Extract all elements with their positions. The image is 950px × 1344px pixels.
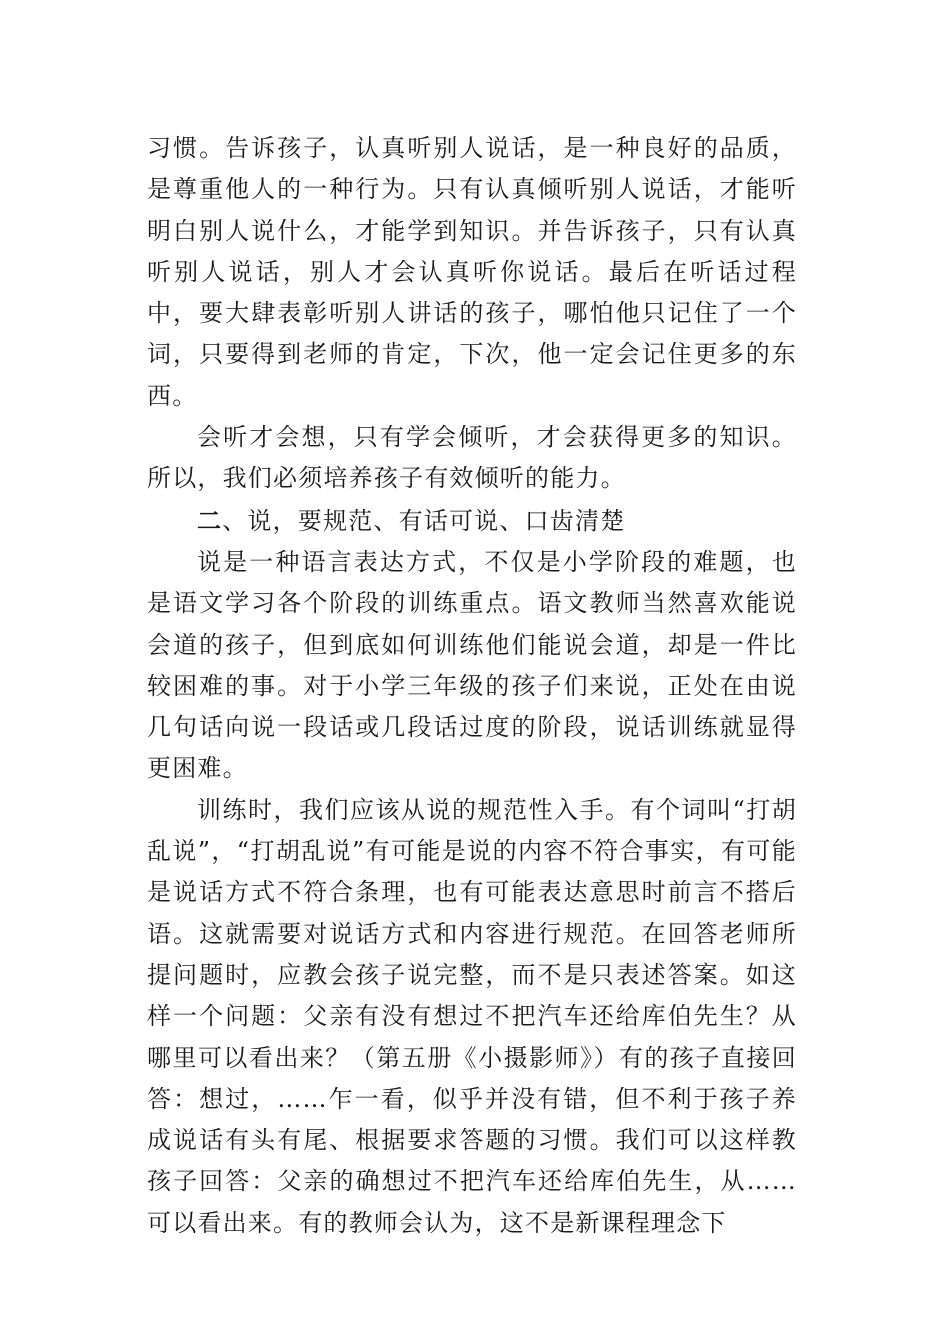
section-heading bbox=[147, 500, 797, 542]
paragraph-1: 习惯。告诉孩子，认真听别人说话，是一种良好的品质，是尊重他人的一种行为。只有认真倾听别人说话，才能听明白别人说什么，才能学到知识。并告诉孩子，只有认真听别人说话，别人才会认真听你说话。最后在听话过程中，要大肆表彰听别人讲话的孩子，哪怕他只记住了一个词，只要得到老师的肯定，下次，他一定会记住更多的东西。 bbox=[147, 134, 797, 410]
section-number: 二 bbox=[197, 505, 223, 535]
paragraph-4: 训练时，我们应该从说的规范性入手。有个词叫“打胡乱说”，“打胡乱说”有可能是说的内容不符合事实，有可能是说话方式不符合条理，也有可能表达意思时前言不搭后语。这就需要对说话方式和内容进行规范。在回答老师所提问题时，应教会孩子说完整，而不是只表述答案。如这样一个问题：父亲有没有想过不把汽车还给库伯先生？从哪里可以看出来？（第五册《小摄影师》）有的孩子直接回答：想过，……乍一看，似乎并没有错，但不利于孩子养成说话有头有尾、根据要求答题的习惯。我们可以这样教孩子回答：父亲的确想过不把汽车还给库伯先生，从……可以看出来。有的教师会认为，这不是新课程理念下 bbox=[147, 795, 797, 1237]
document-body bbox=[147, 128, 797, 1244]
paragraph-3: 说是一种语言表达方式，不仅是小学阶段的难题，也是语文学习各个阶段的训练重点。语文教师当然喜欢能说会道的孩子，但到底如何训练他们能说会道，却是一件比较困难的事。对于小学三年级的孩子们来说，正处在由说几句话向说一段话或几段话过度的阶段，说话训练就显得更困难。 bbox=[147, 547, 797, 783]
section-title: 、说，要规范、有话可说、口齿清楚 bbox=[222, 506, 626, 535]
paragraph-2: 会听才会想，只有学会倾听，才会获得更多的知识。所以，我们必须培养孩子有效倾听的能力。 bbox=[147, 423, 797, 493]
